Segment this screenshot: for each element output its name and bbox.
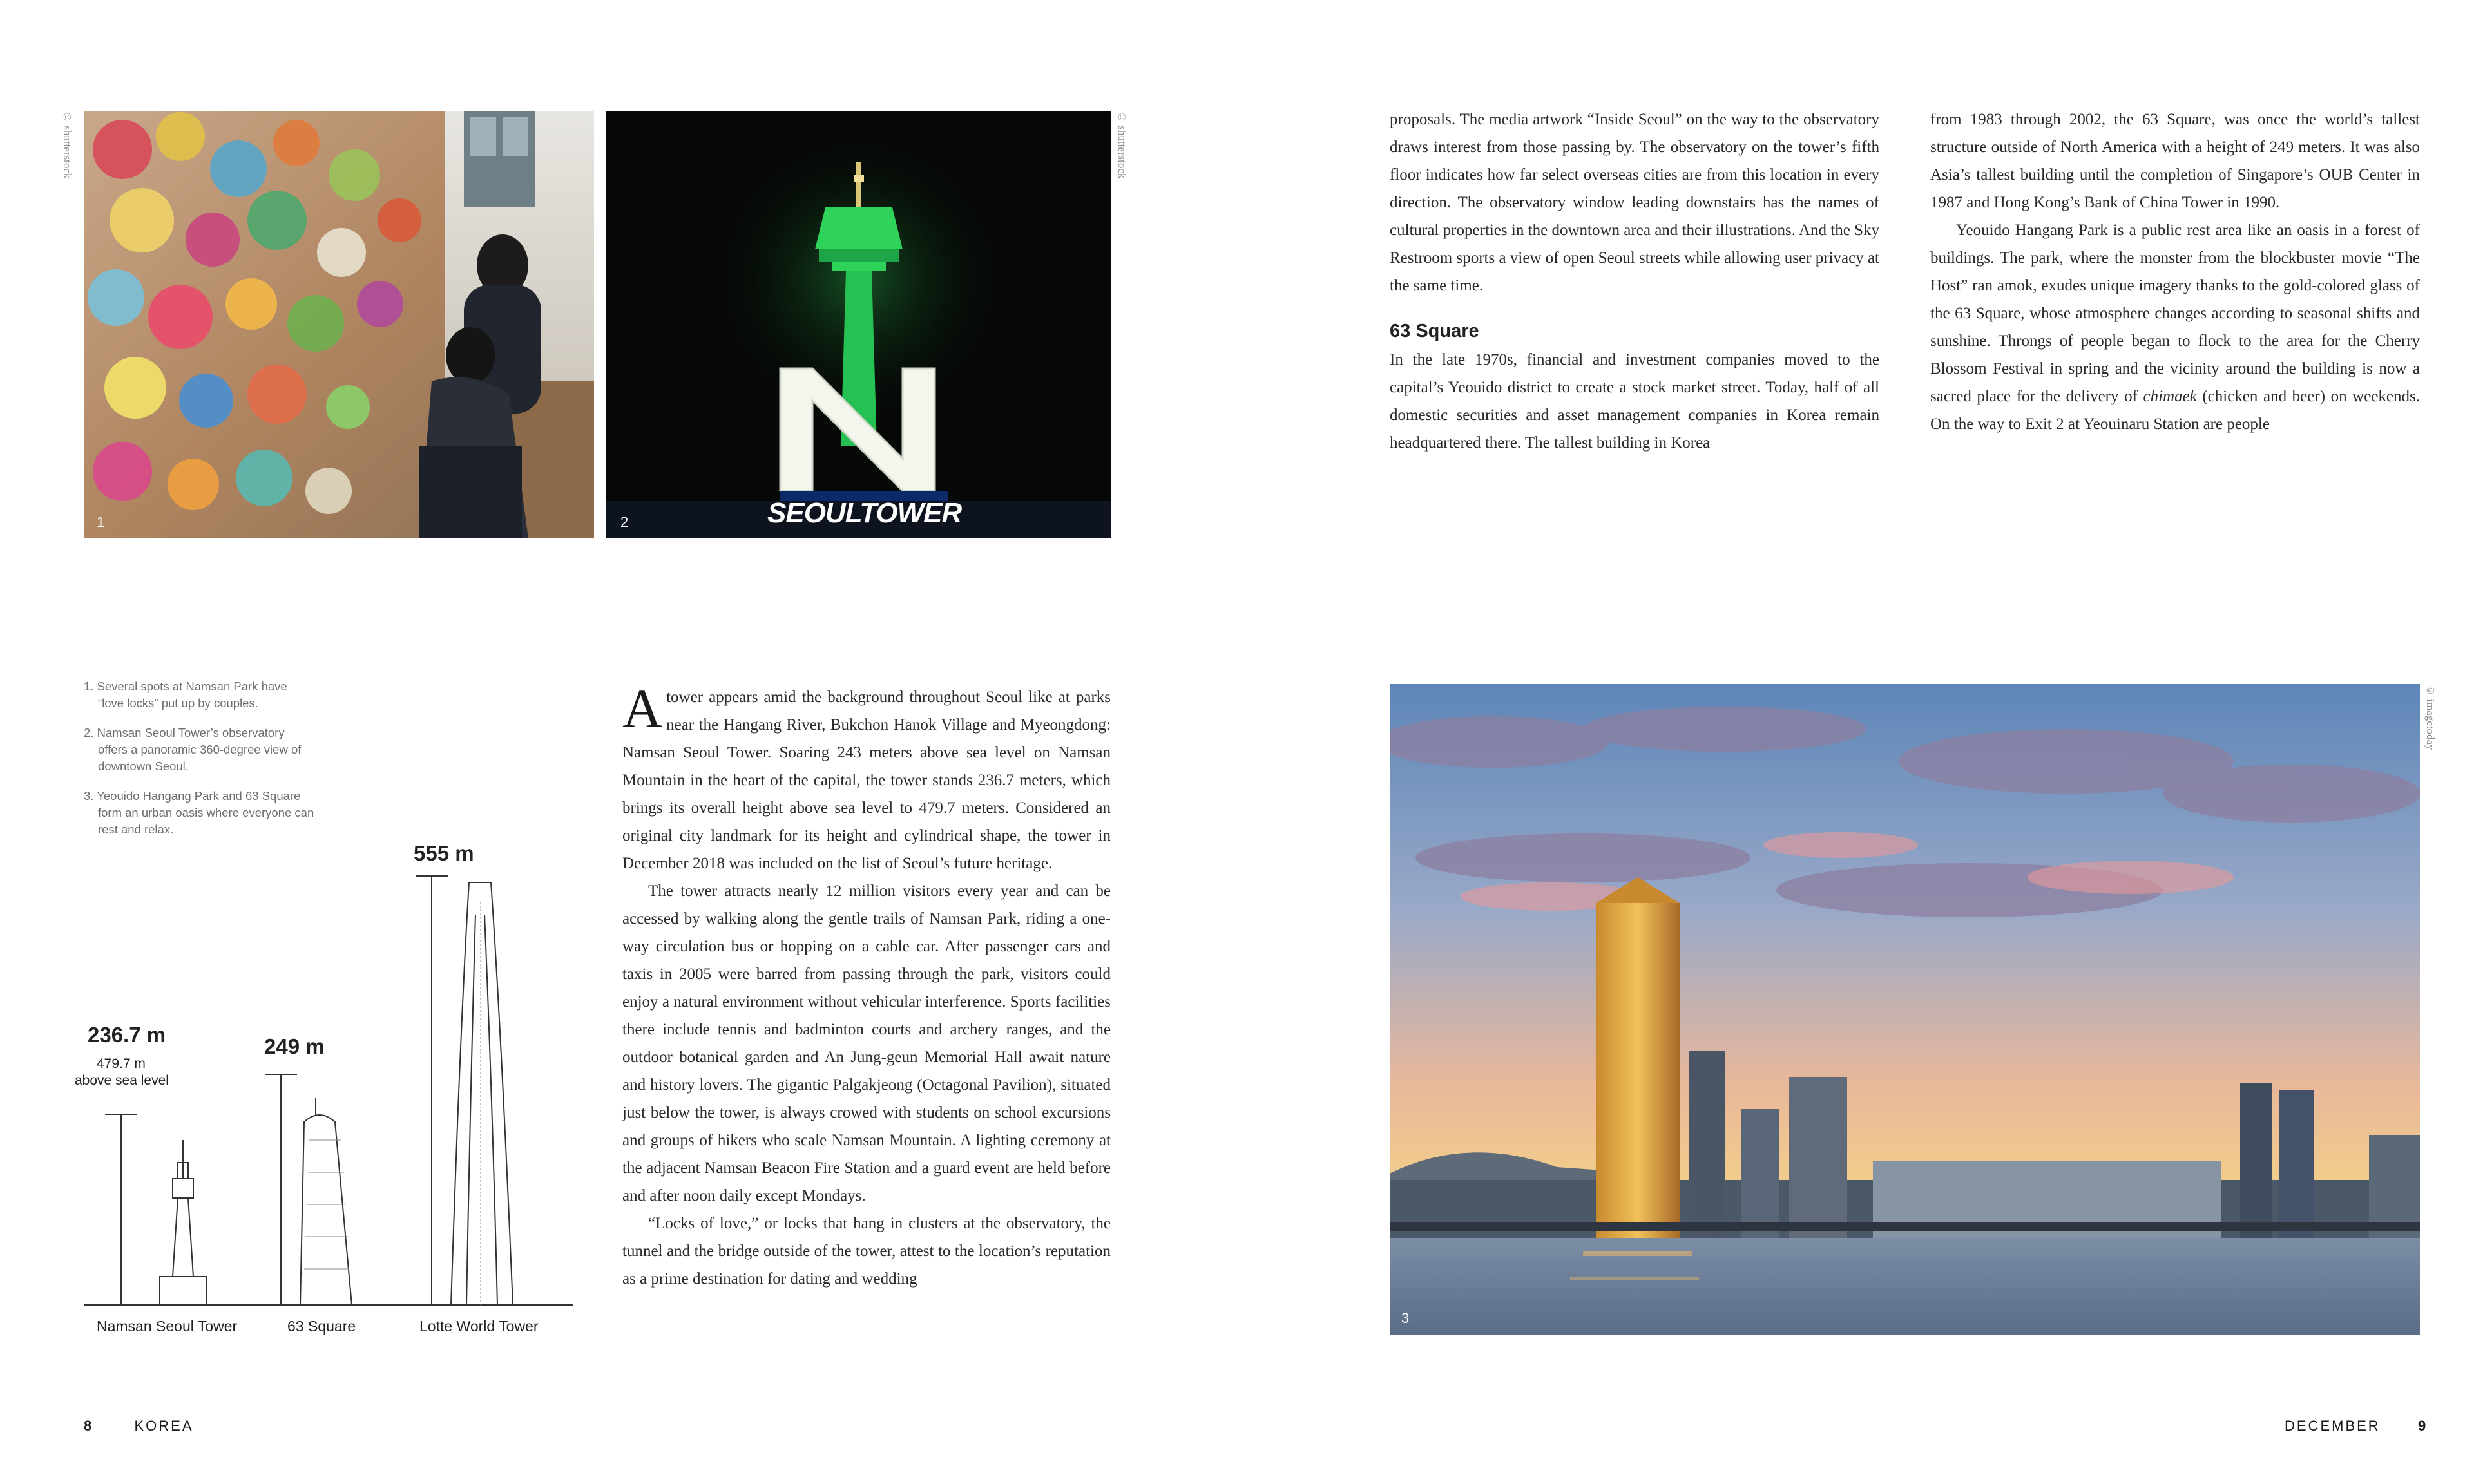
page-number: 8	[84, 1418, 92, 1434]
namsan-height-label: 236.7 m	[88, 1023, 166, 1047]
article-paragraph: from 1983 through 2002, the 63 Square, was once the world’s tallest structure outside of North America with a height of 249 meters. It was also Asia’s tallest building until the completion of Singapore’s OUB Center in 1987 and Hong Kong’s Bank of China Tower in 1990.	[1930, 111, 2420, 211]
article-column-right-1	[1390, 106, 1879, 457]
caption-3: 3. Yeouido Hangang Park and 63 Square form an urban oasis where everyone can rest and relax.	[84, 789, 314, 836]
article-paragraph-3: “Locks of love,” or locks that hang in clusters at the observatory, the tunnel and the bridge outside of the tower, attest to the location’s reputation as a prime destination for dating and wedding	[622, 1215, 1111, 1288]
seoul-tower-night-image	[606, 111, 1111, 538]
photo-captions	[84, 678, 316, 851]
page-number: 9	[2417, 1418, 2426, 1434]
article-paragraph: In the late 1970s, financial and investment companies moved to the capital’s Yeouido district to create a stock market street. Today, half of all domestic securities and asset management companies in Korea remain headquartered there. The tallest building in Korea	[1390, 351, 1879, 452]
article-paragraph: Yeouido Hangang Park is a public rest area like an oasis in a forest of buildings. The park, where the monster from the blockbuster movie “The Host” ran amok, exudes unique imagery thanks to the gold-colored glass of the 63 Square, whose atmosphere changes according to seasonal shifts and sunshine. Throngs of people began to flock to the area for the Cherry Blossom Festival in spring and the vicinity around the building is now a sacred place for the delivery of chimaek (chicken and beer) on weekends. On the way to Exit 2 at Yeouinaru Station are people	[1930, 222, 2420, 433]
yeouido-sunset-image	[1390, 684, 2420, 1335]
article-column-right-2	[1930, 106, 2420, 438]
photo-number: 1	[97, 514, 105, 530]
love-locks-image	[84, 111, 594, 538]
photo-yeouido-skyline	[1390, 684, 2420, 1335]
article-paragraph-1: tower appears amid the background throughout Seoul like at parks near the Hangang River, Bukchon Hanok Village and Myeongdong: Namsan Seoul Tower. Soaring 243 meters above sea level on Namsan Mountain in the heart of the capital, the tower stands 236.7 meters, which brings its overall height above sea level to 479.7 meters. Considered an original city landmark for its height and cylindrical shape, the tower in December 2018 was included on the list of Seoul’s future heritage.	[622, 689, 1111, 872]
namsan-sea-level-note: above sea level	[75, 1073, 169, 1088]
lotte-tower-name: Lotte World Tower	[419, 1318, 539, 1335]
caption-1: 1. Several spots at Namsan Park have “love locks” put up by couples.	[84, 680, 287, 710]
italic-term: chimaek	[2143, 388, 2197, 405]
caption-2: 2. Namsan Seoul Tower’s observatory offers a panoramic 360-degree view of downtown Seoul.	[84, 726, 302, 773]
lotte-height-label: 555 m	[414, 841, 474, 865]
article-column-left	[622, 678, 1111, 1293]
section-name: KOREA	[134, 1418, 194, 1434]
article-paragraph: proposals. The media artwork “Inside Seoul” on the way to the observatory draws interest from those passing by. The observatory on the tower’s fifth floor indicates how far select overseas cities are from this location in every direction. The observatory window leading downstairs has the names of cultural properties in the downtown area and their illustrations. And the Sky Restroom sports a view of open Seoul streets while allowing user privacy at the same time.	[1390, 111, 1879, 294]
diagram-lines	[71, 837, 586, 1353]
folio-right	[2285, 1418, 2426, 1434]
namsan-sea-level-value: 479.7 m	[97, 1056, 146, 1071]
section-name: DECEMBER	[2285, 1418, 2381, 1434]
height-comparison-diagram	[71, 837, 586, 1353]
63-square-name: 63 Square	[287, 1318, 356, 1335]
photo-credit: © shutterstock	[1116, 111, 1128, 179]
photo-seoul-tower	[606, 111, 1111, 538]
namsan-tower-name: Namsan Seoul Tower	[97, 1318, 238, 1335]
63-square-height-label: 249 m	[264, 1034, 325, 1058]
folio-left	[84, 1418, 194, 1434]
article-paragraph-2: The tower attracts nearly 12 million visitors every year and can be accessed by walking along the gentle trails of Namsan Park, riding a one-way circulation bus or hopping on a cable car. After passenger cars and taxis in 2005 were barred from passing through the park, visitors could enjoy a natural environment without vehicular interference. Sports facilities there include tennis and badminton courts and archery ranges, and the outdoor botanical garden and An Jung-geun Memorial Hall await nature and history lovers. The gigantic Palgakjeong (Octagonal Pavilion), situated just below the tower, is always crowed with students on school excursions and groups of hikers who scale Namsan Mountain. A lighting ceremony at the adjacent Namsan Beacon Fire Station and a guard event are held before and after noon daily except Mondays.	[622, 882, 1111, 1204]
photo-number: 2	[620, 514, 629, 530]
photo-credit: © imagetoday	[2424, 684, 2437, 750]
seoul-tower-sign-text: SEOULTOWER	[767, 497, 962, 529]
photo-number: 3	[1401, 1310, 1410, 1326]
photo-love-locks	[84, 111, 594, 538]
photo-credit: © shutterstock	[61, 111, 73, 179]
section-subhead: 63 Square	[1390, 321, 1479, 341]
drop-cap: A	[622, 678, 663, 739]
